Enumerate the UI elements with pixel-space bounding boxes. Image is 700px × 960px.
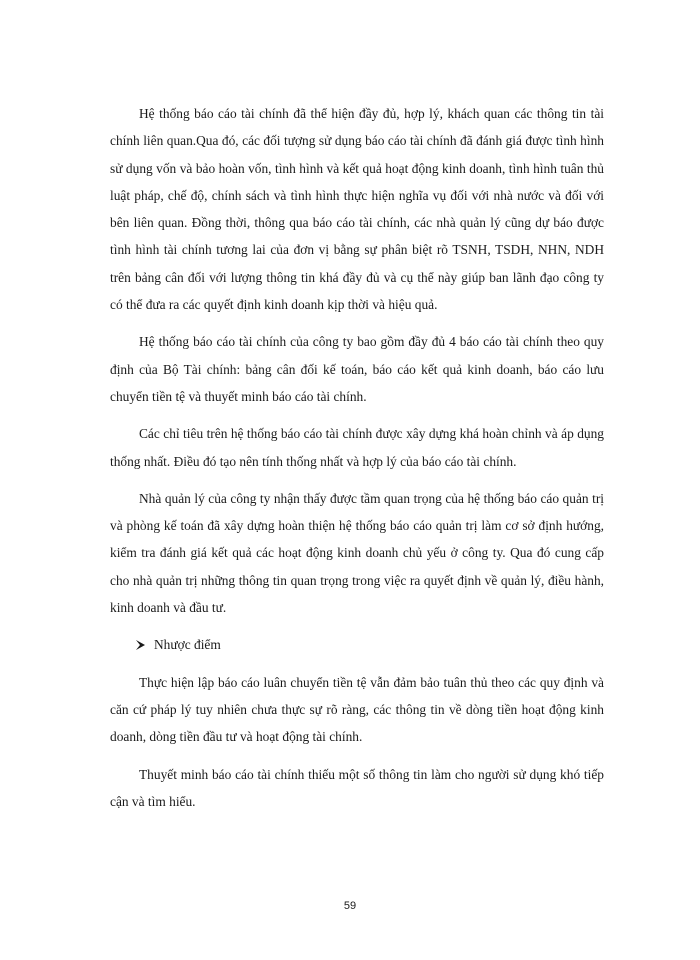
document-body (110, 100, 604, 825)
bullet-heading-text: Nhược điểm (154, 637, 221, 653)
arrowhead-bullet-icon (136, 640, 145, 650)
paragraph-report-components: Hệ thống báo cáo tài chính của công ty bao gồm đầy đủ 4 báo cáo tài chính theo quy định của Bộ Tài chính: bảng cân đối kế toán, báo cáo kết quả kinh doanh, báo cáo lưu chuyển tiền tệ và thuyết minh báo cáo tài chính. (110, 334, 604, 404)
paragraph-reporting-overview: Hệ thống báo cáo tài chính đã thể hiện đầy đủ, hợp lý, khách quan các thông tin tài chính liên quan.Qua đó, các đối tượng sử dụng báo cáo tài chính đã đánh giá được tình hình sử dụng vốn và bảo hoàn vốn, tình hình và kết quả hoạt động kinh doanh, tình hình tuân thủ luật pháp, chế độ, chính sách và tình hình thực hiện nghĩa vụ đối với nhà nước và đối với bên liên quan. Đồng thời, thông qua báo cáo tài chính, các nhà quản lý cũng dự báo được tình hình tài chính tương lai của đơn vị bằng sự phân biệt rõ TSNH, TSDH, NHN, NDH trên bảng cân đối với lượng thông tin khá đầy đủ và cụ thể này giúp ban lãnh đạo công ty có thể đưa ra các quyết định kinh doanh kịp thời và hiệu quả. (110, 106, 604, 313)
bullet-weaknesses (110, 631, 604, 658)
paragraph-management-reports: Nhà quản lý của công ty nhận thấy được tầm quan trọng của hệ thống báo cáo quản trị và phòng kế toán đã xây dựng hoàn thiện hệ thống báo cáo quản trị làm cơ sở định hướng, kiểm tra đánh giá kết quả các hoạt động kinh doanh chủ yếu ở công ty. Qua đó cung cấp cho nhà quản trị những thông tin quan trọng trong việc ra quyết định về quản lý, điều hành, kinh doanh và đầu tư. (110, 490, 604, 616)
paragraph-notes: Thuyết minh báo cáo tài chính thiếu một số thông tin làm cho người sử dụng khó tiếp cận và tìm hiểu. (110, 766, 604, 809)
page-number: 59 (343, 900, 357, 912)
paragraph-indicators: Các chỉ tiêu trên hệ thống báo cáo tài chính được xây dựng khá hoàn chỉnh và áp dụng thống nhất. Điều đó tạo nên tính thống nhất và hợp lý của báo cáo tài chính. (110, 426, 604, 469)
paragraph-cash-flow: Thực hiện lập báo cáo luân chuyển tiền tệ vẫn đảm bảo tuân thủ theo các quy định và căn cứ pháp lý tuy nhiên chưa thực sự rõ ràng, các thông tin về dòng tiền hoạt động kinh doanh, dòng tiền đầu tư và hoạt động tài chính. (110, 674, 604, 745)
